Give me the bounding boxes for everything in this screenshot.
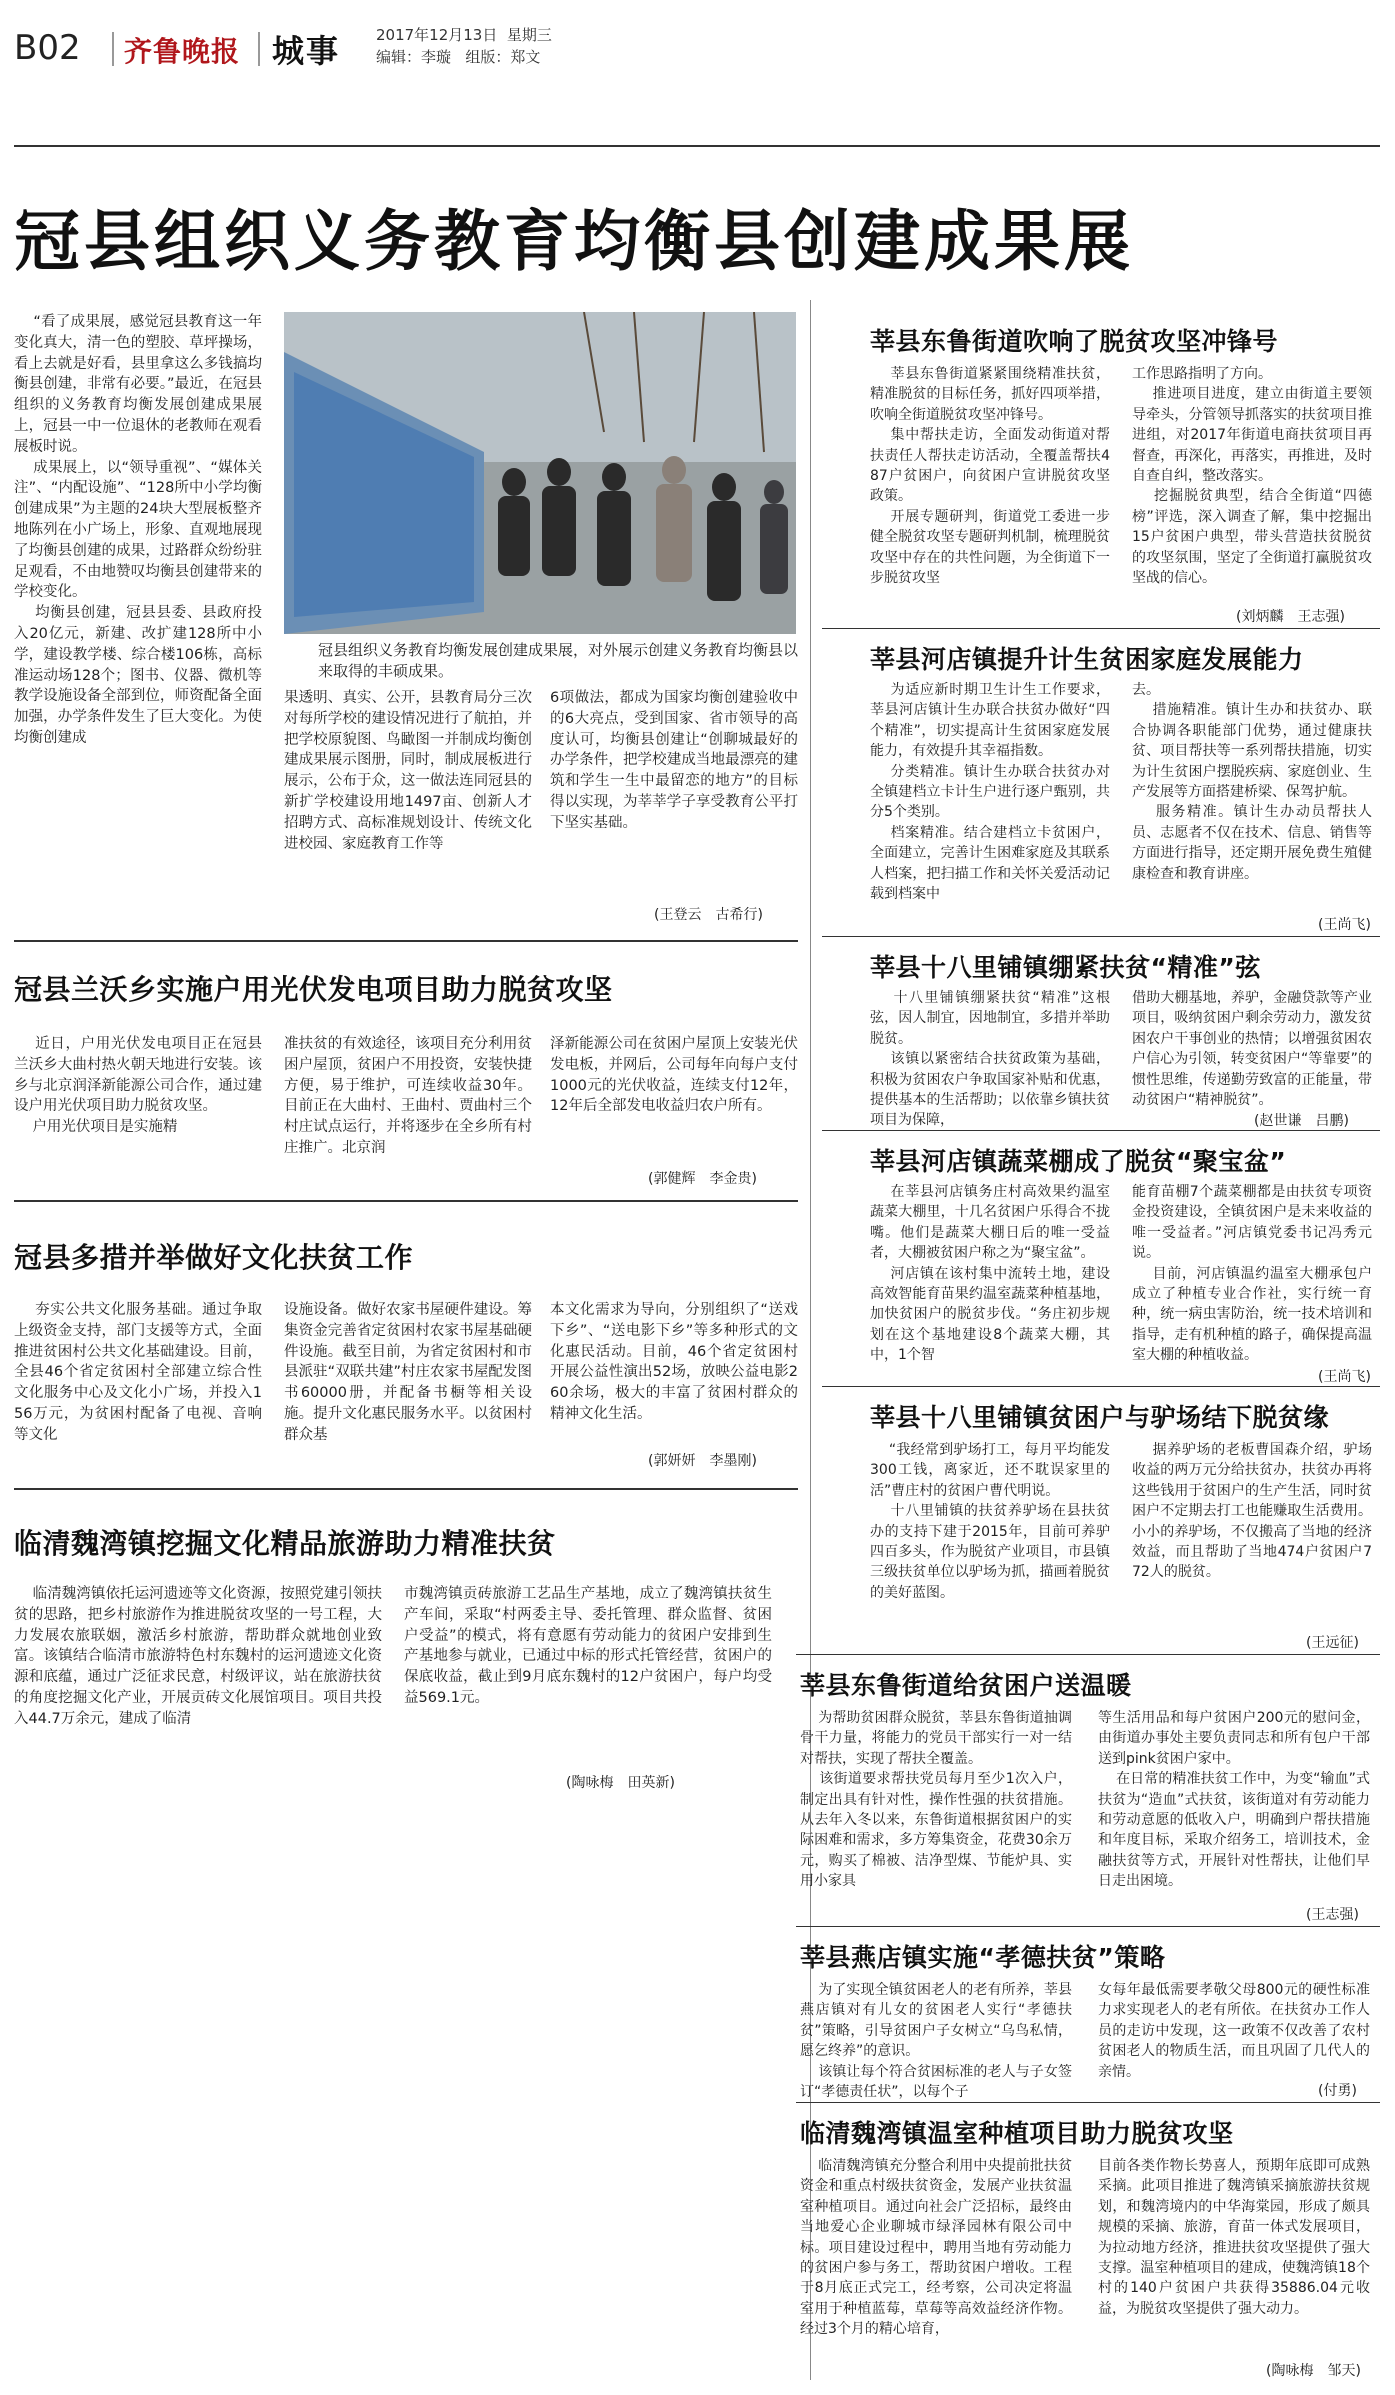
main-col1: “看了成果展，感觉冠县教育这一年变化真大，清一色的塑胶、草坪操场，看上去就是好看，县里拿这么多钱搞均衡县创建，非常有必要。”最近，在冠县组织的义务教育均衡发展创建成果展上，冠县一中一位退休的老教师在观看展板时说。 成果展上，以“领导重视”、“媒体关注”、“内配设施”、“128所中小学均衡创建成果”为主题的24块大型展板整齐地陈列在小广场上，形象、直观地展现了均衡县创建的成果，过路群众纷纷驻足观看，不由地赞叹均衡县创建带来的学校变化。 均衡县创建，冠县县委、县政府投入20亿元，新建、改扩建128所中小学，建设教学楼、综合楼106栋，高标准运动场128个；图书、仪器、微机等教学设施设备全部到位，师资配备全面加强，办学条件发生了巨大变化。为使均衡创建成 (14, 314, 263, 746)
r7-headline: 莘县燕店镇实施“孝德扶贫”策略 (800, 1943, 1166, 1972)
culture-col3: 本文化需求为导向，分别组织了“送戏下乡”、“送电影下乡”等多种形式的文化惠民活动。目前，46个省定贫困村开展公益性演出52场，放映公益电影260余场，极大的丰富了贫困村群众的精神文化生活。 (550, 1302, 798, 1422)
linqing1-headline: 临清魏湾镇挖掘文化精品旅游助力精准扶贫 (14, 1527, 556, 1560)
culture-byline: (郭妍妍 李墨刚) (648, 1453, 757, 1469)
r4-rule (822, 1386, 1380, 1387)
layout-text: 组版：郑文 (465, 48, 541, 66)
main-byline: (王登云 古希行) (654, 907, 763, 923)
r2-col2: 去。 措施精准。镇计生办和扶贫办、联合协调各职能部门优势，通过健康扶贫、项目帮扶等一系列帮扶措施，切实为计生贫困户摆脱疾病、家庭创业、生产发展等方面搭建桥梁、保驾护航。 服务精准。镇计生办动员帮扶人员、志愿者不仅在技术、信息、销售等方面进行指导，还定期开展免费生殖健康检查和教育讲座。 (1132, 682, 1372, 882)
culture-col2: 设施设备。做好农家书屋硬件建设。筹集资金完善省定贫困村农家书屋基础硬件设施。截至目前，为省定贫困村和市县派驻“双联共建”村庄农家书屋配发图书60000册，并配备书橱等相关设施。提升文化惠民服务水平。以贫困村群众基 (284, 1302, 532, 1443)
r5-col1: “我经常到驴场打工，每月平均能发300工钱，离家近，还不耽误家里的活”曹庄村的贫困户曹代明说。 十八里铺镇的扶贫养驴场在县扶贫办的支持下建于2015年，目前可养驴四百多头，作为脱贫产业项目，市县镇三级扶贫单位以驴场为抓，描画着脱贫的美好蓝图。 (870, 1442, 1110, 1601)
r3-col2: 借助大棚基地，养驴，金融贷款等产业项目，吸纳贫困户剩余劳动力，激发贫困农户干事创业的热情；以增强贫困农户信心为引领，转变贫困户“等靠要”的惯性思维，传递勤劳致富的正能量，带动贫困户“精神脱贫”。 (1132, 990, 1372, 1109)
r3-col1: 十八里铺镇绷紧扶贫“精准”这根弦，因人制宜，因地制宜，多措并举助脱贫。 该镇以紧密结合扶贫政策为基础，积极为贫困农户争取国家补贴和优惠，提供基本的生活帮助；以依靠乡镇扶贫项目为保障， (870, 990, 1110, 1129)
photo-caption: 冠县组织义务教育均衡发展创建成果展，对外展示创建义务教育均衡县以来取得的丰硕成果。 (318, 641, 799, 680)
page-number: B02 (14, 28, 81, 68)
r7-rule (796, 2102, 1380, 2103)
r1-rule (822, 628, 1380, 629)
r2-rule (822, 936, 1380, 937)
r8-col2: 目前各类作物长势喜人，预期年底即可成熟采摘。此项目推进了魏湾镇采摘旅游扶贫规划，和魏湾境内的中华海棠园，形成了颇具规模的采摘、旅游，育苗一体式发展项目，为拉动地方经济，推进扶贫攻坚提供了强大支撑。温室种植项目的建成，使魏湾镇18个村的140户贫困户共获得35886.04元收益，为脱贫攻坚提供了强大动力。 (1098, 2158, 1370, 2317)
r6-rule (796, 1926, 1380, 1927)
r6-byline: (王志强) (1306, 1907, 1359, 1923)
r3-byline: (赵世谦 吕鹏) (1254, 1113, 1349, 1129)
r4-byline: (王尚飞) (1318, 1369, 1371, 1385)
main-col2: 果透明、真实、公开，县教育局分三次对每所学校的建设情况进行了航拍，并把学校原貌图、鸟瞰图一并制成均衡创建成果展示图册，同时，制成展板进行展示，公布于众，这一做法连同冠县的新扩学校建设用地1497亩、创新人才招聘方式、高标准规划设计、传统文化进校园、家庭教育工作等 (284, 690, 532, 852)
linqing1-byline: (陶咏梅 田英新) (566, 1775, 675, 1791)
r6-headline: 莘县东鲁街道给贫困户送温暖 (800, 1671, 1132, 1700)
r2-col1: 为适应新时期卫生计生工作要求，莘县河店镇计生办联合扶贫办做好“四个精准”，切实提高计生贫困家庭发展能力，有效提升其幸福指数。 分类精准。镇计生办联合扶贫办对全镇建档立卡计生户进行逐户甄别，共分5个类别。 档案精准。结合建档立卡贫困户，全面建立，完善计生困难家庭及其联系人档案，把扫描工作和关怀关爱活动记载到档案中 (870, 682, 1110, 903)
r8-byline: (陶咏梅 邹天) (1266, 2363, 1361, 2379)
r5-headline: 莘县十八里铺镇贫困户与驴场结下脱贫缘 (870, 1403, 1330, 1432)
linqing1-col1: 临清魏湾镇依托运河遗迹等文化资源，按照党建引领扶贫的思路，把乡村旅游作为推进脱贫攻坚的一号工程，大力发展农旅联姻，激活乡村旅游，帮助群众就地创业致富。该镇结合临清市旅游特色村东魏村的运河遗迹文化资源和底蕴，通过广泛征求民意，村级评议，站在旅游扶贫的角度挖掘文化产业，开展贡砖文化展馆项目。项目共投入44.7万余元，建成了临清 (14, 1586, 383, 1727)
pv-col3: 泽新能源公司在贫困户屋顶上安装光伏发电板，并网后，公司每年向每户支付1000元的光伏收益，连续支付12年，12年后全部发电收益归农户所有。 (550, 1036, 798, 1115)
culture-bottom-rule (14, 1488, 798, 1490)
r5-byline: (王远征) (1306, 1635, 1359, 1651)
pv-col1: 近日，户用光伏发电项目正在冠县兰沃乡大曲村热火朝天地进行安装。该乡与北京润泽新能源公司合作，通过建设户用光伏项目助力脱贫攻坚。 户用光伏项目是实施精 (14, 1036, 263, 1136)
date-text: 2017年12月13日 (376, 26, 498, 44)
r3-headline: 莘县十八里铺镇绷紧扶贫“精准”弦 (870, 953, 1261, 982)
pv-bottom-rule (14, 1200, 798, 1202)
r4-headline: 莘县河店镇蔬菜棚成了脱贫“聚宝盆” (870, 1147, 1287, 1176)
main-headline: 冠县组织义务教育均衡县创建成果展 (14, 203, 1134, 280)
r6-col1: 为帮助贫困群众脱贫，莘县东鲁街道抽调骨干力量，将能力的党员干部实行一对一结对帮扶，实现了帮扶全覆盖。 该街道要求帮扶党员每月至少1次入户，制定出具有针对性，操作性强的扶贫措施。从去年入冬以来，东鲁街道根据贫困户的实际困难和需求，多方筹集资金，花费30余万元，购买了棉被、洁净型煤、节能炉具、实用小家具 (800, 1710, 1073, 1890)
linqing1-col2: 市魏湾镇贡砖旅游工艺品生产基地，成立了魏湾镇扶贫生产车间，采取“村两委主导、委托管理、群众监督、贫困户受益”的模式，将有意愿有劳动能力的贫困户安排到生产基地参与就业，已通过中标的形式托管经营，贫困户的保底收益，截止到9月底东魏村的12户贫困户，每户均受益569.1元。 (404, 1586, 772, 1706)
r3-rule (822, 1130, 1380, 1131)
r1-col2: 工作思路指明了方向。 推进项目进度，建立由街道主要领导牵头，分管领导抓落实的扶贫项目推进组，对2017年街道电商扶贫项目再督查，再深化，再落实，再推进，及时自查自纠，整改落实。 挖掘脱贫典型，结合全街道“四德榜”评选，深入调查了解，集中挖掘出15户贫困户典型，带头营造扶贫脱贫的攻坚氛围，坚定了全街道打赢脱贫攻坚战的信心。 (1132, 366, 1372, 587)
r5-col2: 据养驴场的老板曹国森介绍，驴场收益的两万元分给扶贫办，扶贫办再将这些钱用于贫困户的生产生活，同时贫困户不定期去打工也能赚取生活费用。小小的养驴场，不仅搬高了当地的经济效益，而且帮助了当地474户贫困户772人的脱贫。 (1132, 1442, 1372, 1581)
r6-col2: 等生活用品和每户贫困户200元的慰问金，由街道办事处主要负责同志和所有包户干部送到pink贫困户家中。 在日常的精准扶贫工作中，为变“输血”式扶贫为“造血”式扶贫，该街道对有劳动能力和劳动意愿的低收入户，明确到户帮扶措施和年度目标，采取介绍务工，培训技术，金融扶贫等方式，开展针对性帮扶，让他们早日走出困境。 (1098, 1710, 1370, 1890)
r8-headline: 临清魏湾镇温室种植项目助力脱贫攻坚 (800, 2119, 1234, 2148)
r7-col2: 女每年最低需要孝敬父母800元的硬性标准力求实现老人的老有所依。在扶贫办工作人员的走访中发现，这一政策不仅改善了农村贫困老人的物质生活，而且巩固了几代人的亲情。 (1098, 1982, 1370, 2080)
r8-col1: 临清魏湾镇充分整合利用中央提前批扶贫资金和重点村级扶贫资金，发展产业扶贫温室种植项目。通过向社会广泛招标，最终由当地爱心企业聊城市绿泽园林有限公司中标。项目建设过程中，聘用当地有劳动能力的贫困户参与务工，帮助贫困户增收。工程于8月底正式完工，经考察，公司决定将温室用于种植蓝莓，草莓等高效益经济作物。经过3个月的精心培育， (800, 2158, 1072, 2338)
masthead-divider-2 (258, 32, 260, 66)
r1-byline: (刘炳麟 王志强) (1236, 609, 1345, 625)
r4-col2: 能育苗棚7个蔬菜棚都是由扶贫专项资金投资建设，全镇贫困户是未来收益的唯一受益者。”河店镇党委书记冯秀元说。 目前，河店镇温约温室大棚承包户成立了种植专业合作社，实行统一育种，统一病虫害防治，统一技术培训和指导，走有机种植的路子，确保提高温室大棚的种植收益。 (1132, 1184, 1372, 1364)
masthead-divider (112, 32, 114, 66)
issue-date (376, 24, 552, 46)
r1-headline: 莘县东鲁街道吹响了脱贫攻坚冲锋号 (870, 327, 1279, 356)
weekday-text: 星期三 (506, 26, 552, 44)
editor-text: 编辑：李璇 (376, 48, 452, 66)
culture-col1: 夯实公共文化服务基础。通过争取上级资金支持，部门支援等方式，全面推进贫困村公共文化基础建设。目前，全县46个省定贫困村全部建立综合性文化服务中心及文化小广场，并投入156万元，为贫困村配备了电视、音响等文化 (14, 1302, 263, 1443)
pv-col2: 准扶贫的有效途径，该项目充分利用贫困户屋顶，贫困户不用投资，安装快捷方便，易于维护，可连续收益30年。目前正在大曲村、王曲村、贾曲村三个村庄试点运行，并将逐步在全乡所有村庄推广。北京润 (284, 1036, 532, 1156)
exhibition-photo-illustration (284, 312, 796, 634)
culture-headline: 冠县多措并举做好文化扶贫工作 (14, 1241, 414, 1274)
r7-byline: (付勇) (1318, 2083, 1357, 2099)
r2-byline: (王尚飞) (1318, 917, 1371, 933)
newspaper-logo: 齐鲁晚报 (124, 35, 241, 68)
r5-rule (796, 1654, 1380, 1655)
editor-credit (376, 46, 540, 68)
masthead-rule (14, 145, 1380, 147)
pv-byline: (郭健辉 李金贵) (648, 1171, 757, 1187)
r4-col1: 在莘县河店镇务庄村高效果约温室蔬菜大棚里，十几名贫困户乐得合不拢嘴。他们是蔬菜大棚日后的唯一受益者，大棚被贫困户称之为“聚宝盆”。 河店镇在该村集中流转土地，建设高效智能育苗果约温室蔬菜种植基地，加快贫困户的脱贫步伐。“务庄初步规划在这个基地建设8个蔬菜大棚，其中，1个智 (870, 1184, 1110, 1364)
r7-col1: 为了实现全镇贫困老人的老有所养，莘县燕店镇对有儿女的贫困老人实行“孝德扶贫”策略，引导贫困户子女树立“乌鸟私情，愿乞终养”的意识。 该镇让每个符合贫困标准的老人与子女签订“孝德责任状”，以每个子 (800, 1982, 1072, 2101)
news-photo (284, 312, 796, 634)
r1-col1: 莘县东鲁街道紧紧围绕精准扶贫，精准脱贫的目标任务，抓好四项举措，吹响全街道脱贫攻坚冲锋号。 集中帮扶走访，全面发动街道对帮扶责任人帮扶走访活动，全覆盖帮扶487户贫困户，向贫困户宣讲脱贫攻坚政策。 开展专题研判，街道党工委进一步健全脱贫攻坚专题研判机制，梳理脱贫攻坚中存在的共性问题，为全街道下一步脱贫攻坚 (870, 366, 1110, 587)
section-title: 城事 (272, 32, 341, 70)
r2-headline: 莘县河店镇提升计生贫困家庭发展能力 (870, 645, 1304, 674)
main-col3: 6项做法，都成为国家均衡创建验收中的6大亮点，受到国家、省市领导的高度认可，均衡县创建让“创聊城最好的办学条件，把学校建成当地最漂亮的建筑和学生一生中最留恋的地方”的目标得以实现，为莘莘学子享受教育公平打下坚实基础。 (550, 690, 798, 831)
main-bottom-rule (14, 940, 798, 942)
pv-headline: 冠县兰沃乡实施户用光伏发电项目助力脱贫攻坚 (14, 973, 613, 1006)
